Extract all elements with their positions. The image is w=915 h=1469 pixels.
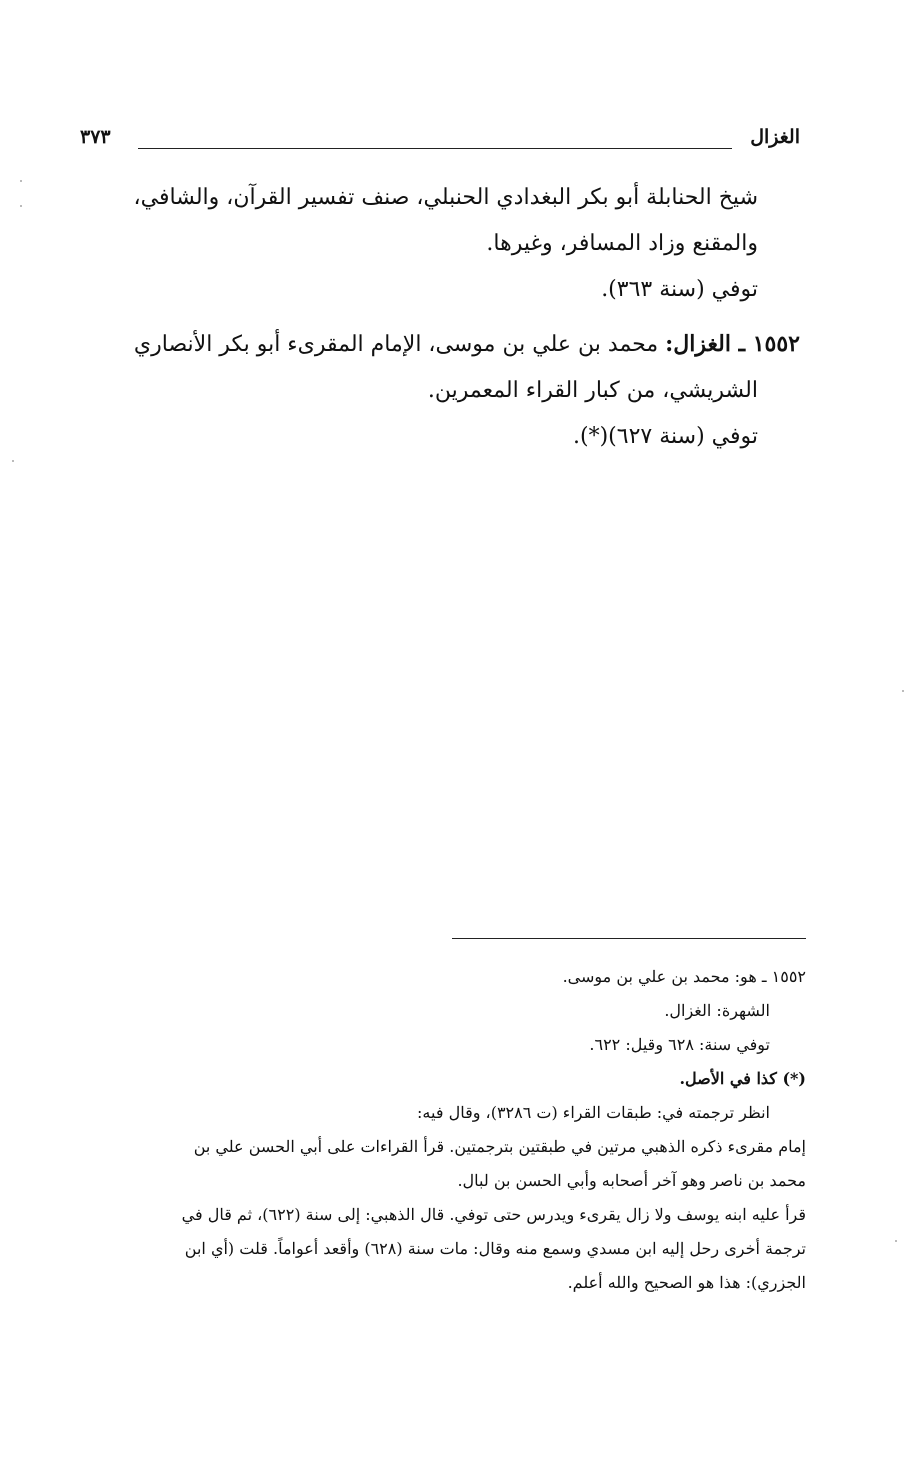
footnote-line: الجزري): هذا هو الصحيح والله أعلم. <box>567 1273 806 1292</box>
scan-speck <box>20 180 22 182</box>
scan-speck <box>895 1240 897 1242</box>
biography-entry <box>80 321 800 460</box>
continuation-line: والمقنع وزاد المسافر، وغيرها. <box>486 231 758 256</box>
footnote-line: ترجمة أخرى رحل إليه ابن مسدي وسمع منه وقال: مات سنة (٦٢٨) وأقعد أعواماً. قلت (أي ابن <box>184 1239 806 1258</box>
continuation-line: توفي (سنة ٣٦٣). <box>601 277 758 302</box>
scan-speck <box>20 205 22 207</box>
main-text <box>80 175 800 460</box>
entry-first-line <box>80 321 800 368</box>
footnote-line: إمام مقرىء ذكره الذهبي مرتين في طبقتين بترجمتين. قرأ القراءات على أبي الحسن علي بن <box>193 1137 806 1156</box>
footnote-line: ١٥٥٢ ـ هو: محمد بن علي بن موسى. <box>562 967 806 986</box>
footnote-line: انظر ترجمته في: طبقات القراء (ت ٣٢٨٦)، وقال فيه: <box>417 1103 770 1122</box>
scan-speck <box>12 460 14 462</box>
footnote-line: قرأ عليه ابنه يوسف ولا زال يقرىء ويدرس حتى توفي. قال الذهبي: إلى سنة (٦٢٢)، ثم قال في <box>181 1205 806 1224</box>
continuation-line: شيخ الحنابلة أبو بكر البغدادي الحنبلي، صنف تفسير القرآن، والشافي، <box>133 185 758 210</box>
entry-line: توفي (سنة ٦٢٧)(*). <box>573 424 758 449</box>
footnote-line: (*) كذا في الأصل. <box>679 1069 806 1088</box>
footnote-line: محمد بن ناصر وهو آخر أصحابه وأبي الحسن بن لبال. <box>457 1171 806 1190</box>
entry-first-line-text: محمد بن علي بن موسى، الإمام المقرىء أبو بكر الأنصاري <box>133 332 659 357</box>
footnote-separator <box>452 938 806 939</box>
page-header <box>80 126 800 166</box>
footnote-line: توفي سنة: ٦٢٨ وقيل: ٦٢٢. <box>589 1035 770 1054</box>
entry-line: الشريشي، من كبار القراء المعمرين. <box>427 378 758 403</box>
header-rule <box>138 148 732 149</box>
running-title: الغزال <box>750 126 800 148</box>
page-number: ٣٧٣ <box>80 126 111 148</box>
scan-speck <box>902 690 904 692</box>
footnote-line: الشهرة: الغزال. <box>664 1001 770 1020</box>
footnotes <box>80 960 806 1300</box>
entry-number-label: ١٥٥٢ ـ الغزال: <box>665 331 800 357</box>
